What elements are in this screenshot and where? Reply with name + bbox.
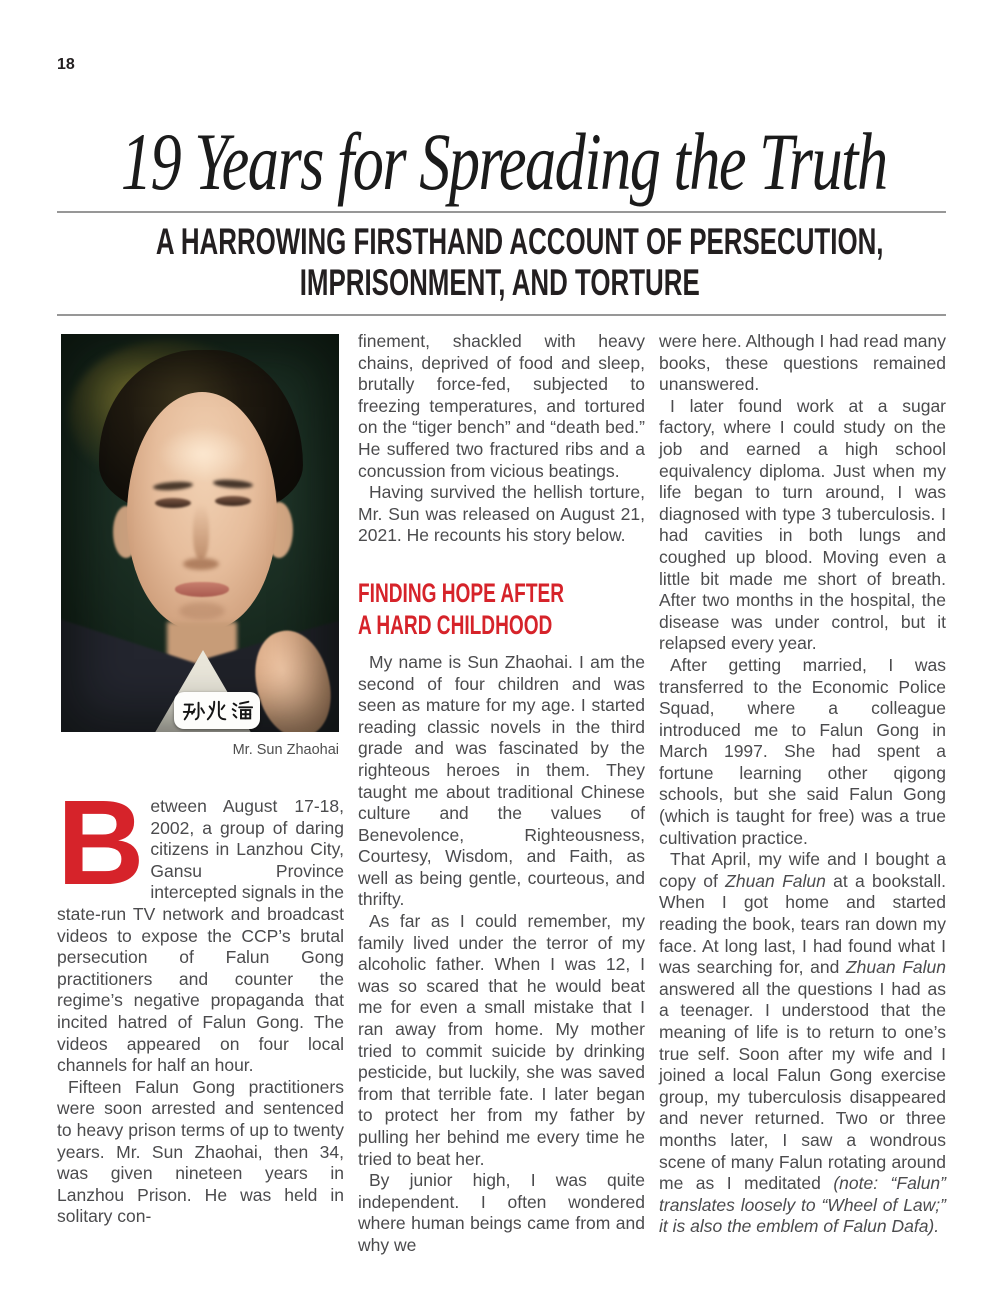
- article-subtitle: [0, 221, 1000, 303]
- divider-rule-top: [57, 211, 946, 213]
- article-body: [57, 331, 946, 1257]
- section-heading: [358, 577, 645, 641]
- portrait-figure: [61, 334, 339, 758]
- paragraph: Fifteen Falun Gong practitioners were soon arrested and sentenced to heavy prison terms of up to twenty years. Mr. Sun Zhaohai, then 34, was given nineteen years in Lanzhou Prison. He was held in solitary con-: [57, 1076, 344, 1227]
- title-block: [0, 116, 1000, 208]
- subtitle-line-1: A HARROWING FIRSTHAND ACCOUNT OF PERSECUTION,: [155, 221, 884, 262]
- subtitle-line-2: IMPRISONMENT, AND TORTURE: [299, 262, 701, 303]
- paragraph: That April, my wife and I bought a copy of Zhuan Falun at a bookstall. When I got home and started reading the book, tears ran down my face. At long last, I had found what I was searching for, and Zhuan Falun answered all the questions I had as a teenager. I understood that the meaning of life is to return to one’s true self. Soon after my wife and I joined a local Falun Gong exercise group, my tuberculosis disappeared and never returned. Two or three months later, I saw a wondrous scene of many Falun rotating around me as I meditated (note: “Falun” translates loosely to “Wheel of Law;” it is also the emblem of Falun Dafa).: [659, 849, 946, 1237]
- paragraph: I later found work at a sugar factory, where I could study on the job and earned a high school equivalency diploma. Just when my life began to turn around, I was diagnosed with type 3 tuberculosis. I had cavities in both lungs and coughed up blood. Moving even a little bit made me short of breath. After two months in the hospital, the disease was under control, but it relapsed every year.: [659, 395, 946, 654]
- article-title: 19 Years for Spreading the Truth: [120, 116, 887, 207]
- portrait-photo: [61, 334, 339, 732]
- section-heading-line-2: A HARD CHILDHOOD: [358, 609, 553, 640]
- paragraph: were here. Although I had read many books, these questions remained unanswered.: [659, 331, 946, 395]
- photo-vignette: [61, 334, 339, 732]
- paragraph: Having survived the hellish torture, Mr. Sun was released on August 21, 2021. He recounts his story below.: [358, 482, 645, 546]
- column-right: [659, 331, 946, 1257]
- section-heading-line-1: FINDING HOPE AFTER: [358, 577, 564, 608]
- paragraph: After getting married, I was transferred to the Economic Police Squad, where a colleague introduced me to Falun Gong in March 1997. She had spent a fortune learning other qigong schools, but she said Falun Gong (which is taught for free) was a true cultivation practice.: [659, 654, 946, 848]
- paragraph: finement, shackled with heavy chains, deprived of food and sleep, brutally force-fed, subjected to freezing temperatures, and tortured on the “tiger bench” and “death bed.” He suffered two fractured ribs and a concussion from vicious beatings.: [358, 331, 645, 481]
- column-middle: [358, 331, 645, 1257]
- chinese-characters-art: [181, 698, 253, 724]
- paragraph: Between August 17-18, 2002, a group of daring citizens in Lanzhou City, Gansu Province intercepted signals in the state-run TV network and broadcast videos to expose the CCP’s brutal persecution of Falun Gong practitioners and counter the regime’s negative propaganda that incited hatred of Falun Gong. The videos appeared on four local channels for half an hour.: [57, 774, 344, 1076]
- drop-cap: B: [57, 774, 142, 910]
- column-left: [57, 331, 344, 1257]
- photo-caption: Mr. Sun Zhaohai: [232, 742, 339, 758]
- chinese-name-label: [174, 692, 260, 729]
- paragraph: By junior high, I was quite independent. I often wondered where human beings came from and why we: [358, 1170, 645, 1255]
- paragraph: As far as I could remember, my family lived under the terror of my alcoholic father. When I was 12, I was so scared that he would beat me for even a small mistake that I ran away from home. My mother tried to commit suicide by drinking pesticide, but luckily, she was saved from that terrible fate. I later began to protect her from my father by pulling her behind me every time he tried to beat her.: [358, 911, 645, 1169]
- page-number: 18: [57, 56, 75, 73]
- divider-rule-bottom: [57, 314, 946, 316]
- paragraph: My name is Sun Zhaohai. I am the second of four children and was seen as mature for my age. I started reading classic novels in the third grade and was fascinated by the righteous heroes in them. They taught me about traditional Chinese culture and the values of Benevolence, Righteousness, Courtesy, Wisdom, and Faith, as well as being gentle, courteous, and thrifty.: [358, 651, 645, 910]
